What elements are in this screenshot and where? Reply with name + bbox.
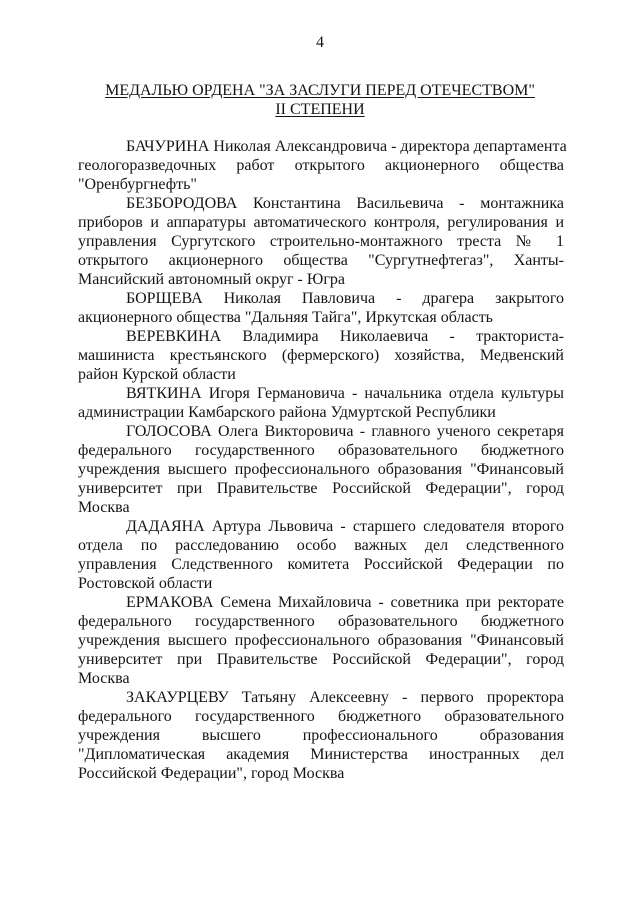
- recipient-entry: [78, 517, 564, 593]
- recipient-entry-line: геологоразведочных работ открытого акционерного общества: [78, 157, 564, 174]
- recipient-entry: [78, 327, 564, 384]
- recipient-entry-line: отдела по расследованию особо важных дел следственного: [78, 537, 564, 554]
- page-number: 4: [316, 34, 324, 51]
- recipient-entry-line: администрации Камбарского района Удмуртской Республики: [78, 404, 496, 421]
- recipient-entry-line: машиниста крестьянского (фермерского) хозяйства, Медвенский: [78, 347, 564, 364]
- recipient-entry-line: открытого акционерного общества "Сургутнефтегаз", Ханты-: [78, 252, 564, 269]
- award-heading: [0, 81, 640, 119]
- recipient-entry-line: университет при Правительстве Российской Федерации", город: [78, 480, 564, 497]
- recipient-entry: [78, 194, 564, 289]
- recipient-entry-line: управления Следственного комитета Российской Федерации по: [78, 556, 564, 573]
- recipient-entry-line: ЗАКАУРЦЕВУ Татьяну Алексеевну - первого проректора: [126, 689, 564, 706]
- recipient-entry-line: Мансийский автономный округ - Югра: [78, 271, 345, 288]
- recipient-entry-line: акционерного общества "Дальняя Тайга", Иркутская область: [78, 309, 493, 326]
- recipient-entry-line: университет при Правительстве Российской Федерации", город: [78, 651, 564, 668]
- recipient-entry: [78, 688, 564, 783]
- recipient-entry-line: "Оренбургнефть": [78, 176, 197, 193]
- recipient-entry-line: Москва: [78, 670, 130, 687]
- recipient-entry-line: ВЕРЕВКИНА Владимира Николаевича - тракториста-: [126, 328, 564, 345]
- recipient-entry-line: федерального государственного образовательного бюджетного: [78, 442, 564, 459]
- recipient-entry-line: Российской Федерации", город Москва: [78, 765, 345, 782]
- award-heading-line-2: II СТЕПЕНИ: [275, 101, 365, 118]
- recipient-entry-line: управления Сургутского строительно-монтажного треста № 1: [78, 233, 564, 250]
- recipient-entry-line: учреждения высшего профессионального образования: [78, 727, 564, 744]
- recipient-entry-line: БЕЗБОРОДОВА Константина Васильевича - монтажника: [126, 195, 564, 212]
- award-heading-line-1: МЕДАЛЬЮ ОРДЕНА "ЗА ЗАСЛУГИ ПЕРЕД ОТЕЧЕСТВОМ": [105, 82, 535, 99]
- recipient-entry-line: приборов и аппаратуры автоматического контроля, регулирования и: [78, 214, 564, 231]
- recipient-entry-line: "Дипломатическая академия Министерства иностранных дел: [78, 746, 564, 763]
- recipient-entry: [78, 593, 564, 688]
- recipient-entry-line: район Курской области: [78, 366, 236, 383]
- recipient-entry-line: ГОЛОСОВА Олега Викторовича - главного ученого секретаря: [126, 423, 564, 440]
- recipient-entry-line: БОРЩЕВА Николая Павловича - драгера закрытого: [126, 290, 564, 307]
- recipient-entry: [78, 289, 564, 327]
- recipient-entry-line: учреждения высшего профессионального образования "Финансовый: [78, 632, 564, 649]
- recipient-entry-line: федерального государственного бюджетного образовательного: [78, 708, 564, 725]
- recipient-entry: [78, 422, 564, 517]
- recipient-entry-line: БАЧУРИНА Николая Александровича - директора департамента: [126, 138, 567, 155]
- recipient-entry-line: федерального государственного образовательного бюджетного: [78, 613, 564, 630]
- recipient-entry-line: Москва: [78, 499, 130, 516]
- recipient-entry: [78, 137, 567, 194]
- recipient-entry-line: учреждения высшего профессионального образования "Финансовый: [78, 461, 564, 478]
- recipient-entry-line: ДАДАЯНА Артура Львовича - старшего следователя второго: [126, 518, 564, 535]
- recipients-list: [78, 137, 567, 783]
- recipient-entry-line: Ростовской области: [78, 575, 213, 592]
- recipient-entry-line: ВЯТКИНА Игоря Германовича - начальника отдела культуры: [126, 385, 564, 402]
- recipient-entry: [78, 384, 564, 422]
- recipient-entry-line: ЕРМАКОВА Семена Михайловича - советника при ректорате: [126, 594, 564, 611]
